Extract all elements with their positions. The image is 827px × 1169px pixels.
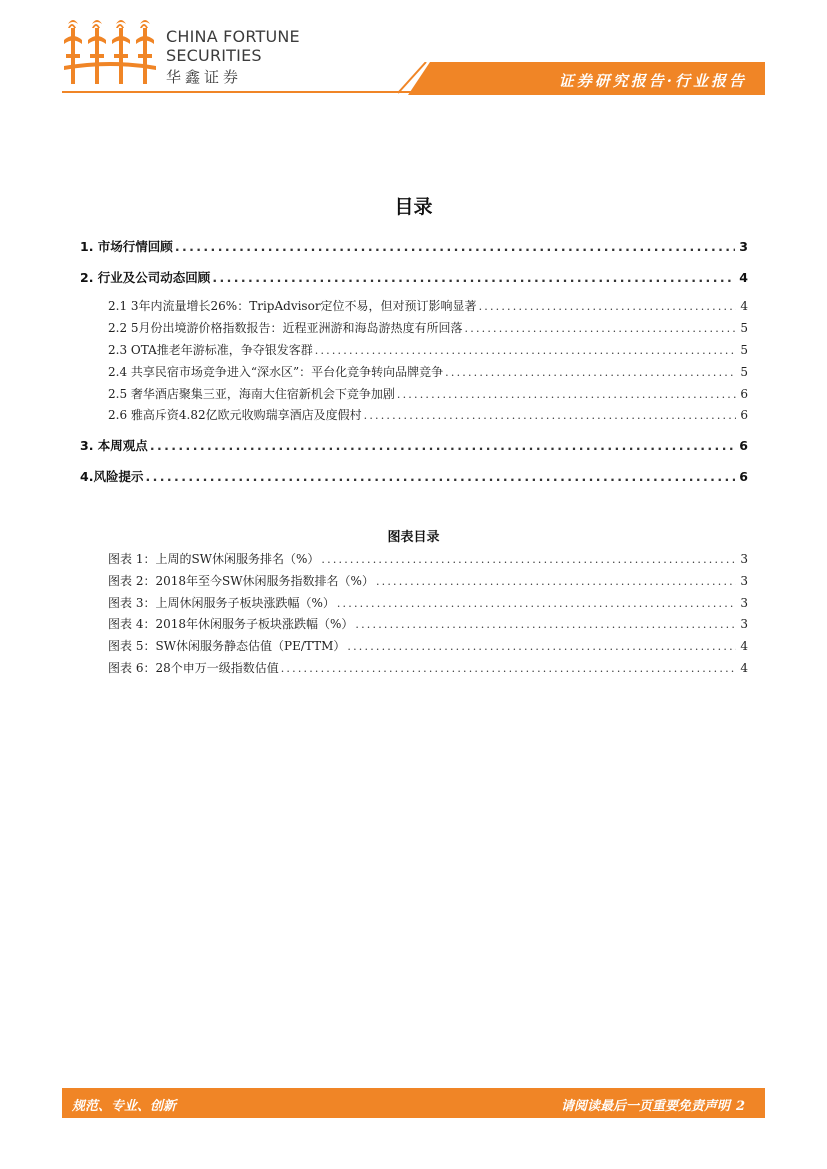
figure-entry-page: 4 <box>740 639 748 653</box>
logo-text-english <box>166 27 300 65</box>
toc-entry-page: 4 <box>740 299 748 313</box>
toc-entry-label: 2.1 3年内流量增长26%：TripAdvisor定位不易，但对预订影响显著 <box>108 299 477 313</box>
toc-entry-page: 5 <box>740 321 748 335</box>
toc-entry-page: 5 <box>740 343 748 357</box>
toc-entry-2-6[interactable] <box>108 406 748 423</box>
figure-leader-dots <box>337 597 737 610</box>
figure-entry-5[interactable] <box>108 637 748 654</box>
figure-entry-label: 图表 2：2018年至今SW休闲服务指数排名（%） <box>108 574 374 588</box>
toc-leader-dots <box>315 344 737 357</box>
figure-entry-page: 3 <box>740 617 748 631</box>
toc-entry-label: 1. 市场行情回顾 <box>80 239 173 254</box>
toc-leader-dots <box>150 438 735 453</box>
footer-disclaimer-text: 请阅读最后一页重要免责声明 <box>560 1099 730 1114</box>
toc-entry-4[interactable] <box>80 467 748 485</box>
toc-leader-dots <box>445 366 736 379</box>
footer-disclaimer <box>561 1095 745 1114</box>
figure-entry-3[interactable] <box>108 594 748 611</box>
figure-leader-dots <box>281 662 737 675</box>
toc-entry-page: 5 <box>740 365 748 379</box>
figure-entry-2[interactable] <box>108 572 748 589</box>
toc-leader-dots <box>212 270 735 285</box>
toc-entry-label: 2.6 雅高斥资4.82亿欧元收购瑞享酒店及度假村 <box>108 408 362 422</box>
toc-entry-page: 6 <box>740 408 748 422</box>
header-divider <box>62 91 765 93</box>
figure-entry-4[interactable] <box>108 615 748 632</box>
figure-leader-dots <box>376 575 736 588</box>
toc-entry-1[interactable] <box>80 237 748 255</box>
toc-entry-label: 3. 本周观点 <box>80 438 148 453</box>
figure-entry-page: 4 <box>740 661 748 675</box>
figure-entry-label: 图表 6：28个申万一级指数估值 <box>108 661 279 675</box>
toc-entry-page: 6 <box>739 469 748 484</box>
toc-entry-2-5[interactable] <box>108 385 748 402</box>
page-footer <box>62 1088 765 1118</box>
figure-entry-1[interactable] <box>108 550 748 567</box>
toc-entry-label: 2.3 OTA推老年游标准，争夺银发客群 <box>108 343 313 357</box>
figure-index-title: 图表目录 <box>387 530 440 545</box>
figure-entry-page: 3 <box>740 552 748 566</box>
toc-leader-dots <box>364 409 737 422</box>
china-fortune-logo-icon <box>64 18 156 90</box>
report-type-label: 证券研究报告·行业报告 <box>558 72 747 90</box>
toc-leader-dots <box>465 322 737 335</box>
figure-entry-label: 图表 4：2018年休闲服务子板块涨跌幅（%） <box>108 617 354 631</box>
toc-entry-2-4[interactable] <box>108 363 748 380</box>
toc-entry-label: 4.风险提示 <box>80 469 144 484</box>
toc-entry-label: 2.5 奢华酒店聚集三亚，海南大住宿新机会下竞争加剧 <box>108 387 395 401</box>
toc-entry-2[interactable] <box>80 268 748 286</box>
page-header <box>0 0 827 100</box>
toc-entry-page: 6 <box>739 438 748 453</box>
toc-leader-dots <box>145 469 735 484</box>
figure-leader-dots <box>355 618 736 631</box>
page-number: 2 <box>735 1099 745 1114</box>
toc-entry-page: 6 <box>740 387 748 401</box>
toc-leader-dots <box>175 239 735 254</box>
logo-text-line1: CHINA FORTUNE <box>166 27 300 46</box>
logo-text-line2: SECURITIES <box>166 46 262 65</box>
footer-slogan: 规范、专业、创新 <box>72 1099 177 1114</box>
toc-entry-page: 3 <box>739 239 748 254</box>
figure-entry-page: 3 <box>740 574 748 588</box>
figure-entry-page: 3 <box>740 596 748 610</box>
toc-entry-2-2[interactable] <box>108 319 748 336</box>
toc-entry-3[interactable] <box>80 436 748 454</box>
toc-entry-label: 2.2 5月份出境游价格指数报告：近程亚洲游和海岛游热度有所回落 <box>108 321 463 335</box>
figure-entry-6[interactable] <box>108 659 748 676</box>
figure-leader-dots <box>321 553 736 566</box>
figure-leader-dots <box>347 640 736 653</box>
logo-text-chinese: 华鑫证券 <box>166 68 243 86</box>
toc-title: 目录 <box>394 196 433 218</box>
toc-leader-dots <box>479 300 737 313</box>
figure-entry-label: 图表 3：上周休闲服务子板块涨跌幅（%） <box>108 596 335 610</box>
toc-leader-dots <box>397 388 736 401</box>
toc-entry-2-1[interactable] <box>108 297 748 314</box>
figure-entry-label: 图表 1：上周的SW休闲服务排名（%） <box>108 552 320 566</box>
toc-entry-label: 2.4 共享民宿市场竞争进入“深水区”：平台化竞争转向品牌竞争 <box>108 365 444 379</box>
toc-entry-page: 4 <box>739 270 748 285</box>
toc-entry-2-3[interactable] <box>108 341 748 358</box>
toc-entry-label: 2. 行业及公司动态回顾 <box>80 270 211 285</box>
figure-entry-label: 图表 5：SW休闲服务静态估值（PE/TTM） <box>108 639 346 653</box>
